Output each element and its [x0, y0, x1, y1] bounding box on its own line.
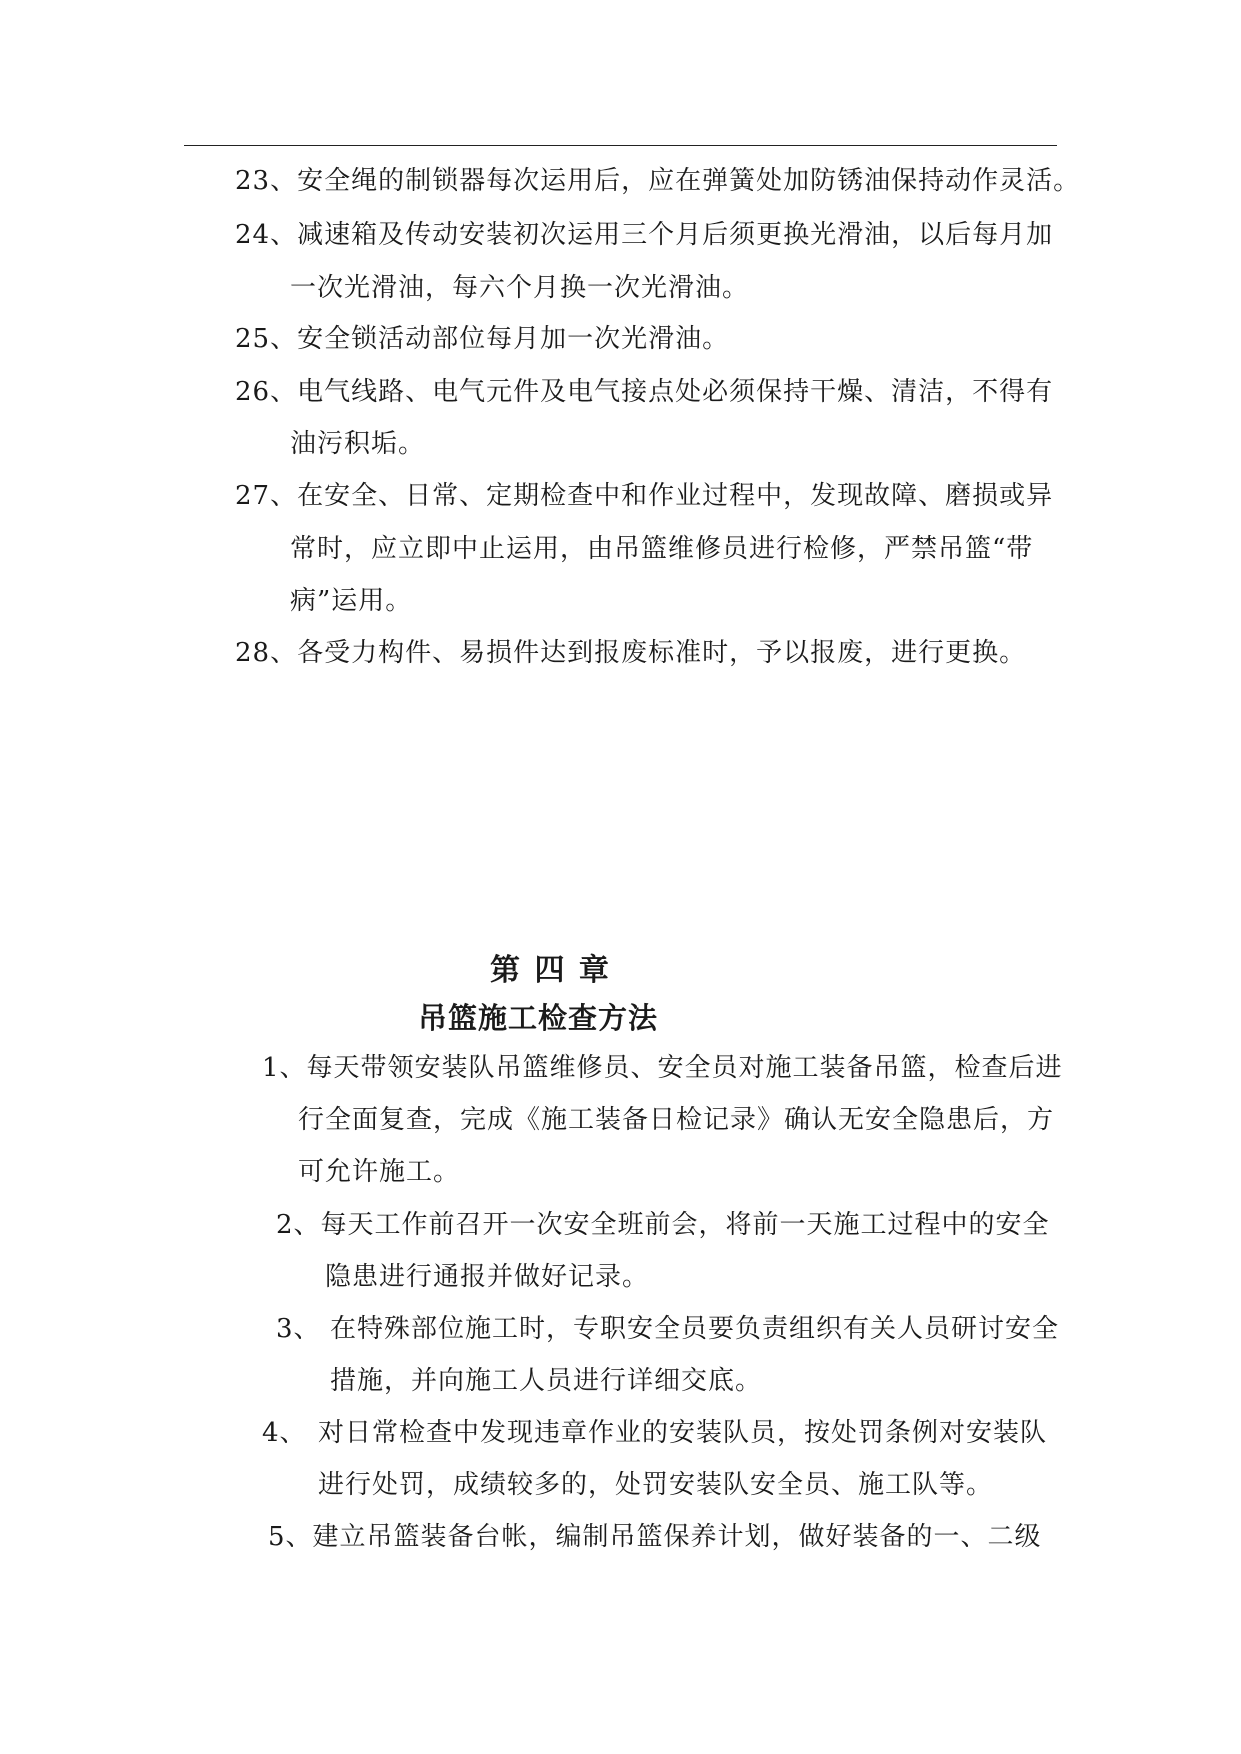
item-text: 在特殊部位施工时，专职安全员要负责组织有关人员研讨安全	[330, 1314, 1060, 1344]
list-item-24	[235, 218, 1053, 252]
list-item-27	[235, 479, 1053, 513]
list-item-2-cont	[325, 1260, 649, 1294]
item-text: 安全绳的制锁器每次运用后，应在弹簧处加防锈油保持动作灵活。	[297, 166, 1081, 196]
list-item-27-cont	[290, 584, 412, 618]
item-number: 27、	[235, 481, 298, 511]
list-item-23	[235, 164, 1080, 198]
item-number: 26、	[235, 377, 298, 407]
chapter-subtitle: 吊篮施工检查方法	[418, 1001, 659, 1035]
item-number: 23、	[235, 166, 298, 196]
item-number: 3、	[276, 1314, 321, 1344]
item-number: 28、	[235, 638, 298, 668]
chapter-title: 第 四 章	[490, 953, 611, 988]
item-number: 25、	[235, 324, 298, 354]
list-item-27-cont	[290, 532, 1033, 566]
item-text: 措施，并向施工人员进行详细交底。	[330, 1366, 763, 1396]
list-item-24-cont	[290, 271, 749, 305]
list-item-1-cont	[298, 1103, 1054, 1137]
item-text: 进行处罚，成绩较多的，处罚安装队安全员、施工队等。	[318, 1470, 994, 1500]
item-number: 2、	[276, 1210, 321, 1240]
item-text: 一次光滑油，每六个月换一次光滑油。	[290, 273, 750, 303]
item-text: 每天工作前召开一次安全班前会，将前一天施工过程中的安全	[320, 1210, 1050, 1240]
list-item-26-cont	[290, 427, 425, 461]
item-number: 4、	[262, 1418, 307, 1448]
item-text: 对日常检查中发现违章作业的安装队员，按处罚条例对安装队	[318, 1418, 1048, 1448]
item-text: 在安全、日常、定期检查中和作业过程中，发现故障、磨损或异	[297, 481, 1054, 511]
item-text: 电气线路、电气元件及电气接点处必须保持干燥、清洁，不得有	[297, 377, 1054, 407]
item-text: 隐患进行通报并做好记录。	[325, 1262, 650, 1292]
item-text: 建立吊篮装备台帐，编制吊篮保养计划，做好装备的一、二级	[312, 1522, 1042, 1552]
list-item-5	[268, 1520, 1042, 1554]
list-item-1	[262, 1051, 1063, 1085]
list-item-1-cont	[298, 1155, 460, 1189]
item-text: 常时，应立即中止运用，由吊篮维修员进行检修，严禁吊篮“带	[290, 534, 1034, 564]
item-text: 每天带领安装队吊篮维修员、安全员对施工装备吊篮，检查后进	[306, 1053, 1063, 1083]
list-item-3-cont	[330, 1364, 762, 1398]
item-number: 1、	[262, 1053, 307, 1083]
item-number: 5、	[268, 1522, 313, 1552]
item-text: 病”运用。	[290, 586, 413, 616]
list-item-25	[235, 322, 729, 356]
list-item-2	[276, 1208, 1050, 1242]
header-rule	[184, 145, 1057, 146]
item-text: 行全面复查，完成《施工装备日检记录》确认无安全隐患后，方	[298, 1105, 1055, 1135]
list-item-4	[262, 1416, 1047, 1450]
item-text: 减速箱及传动安装初次运用三个月后须更换光滑油，以后每月加	[297, 220, 1054, 250]
item-text: 各受力构件、易损件达到报废标准时，予以报废，进行更换。	[297, 638, 1027, 668]
list-item-3	[276, 1312, 1059, 1346]
list-item-28	[235, 636, 1026, 670]
item-number: 24、	[235, 220, 298, 250]
list-item-4-cont	[318, 1468, 993, 1502]
item-text: 油污积垢。	[290, 429, 426, 459]
item-text: 可允许施工。	[298, 1157, 461, 1187]
list-item-26	[235, 375, 1053, 409]
item-text: 安全锁活动部位每月加一次光滑油。	[297, 324, 730, 354]
